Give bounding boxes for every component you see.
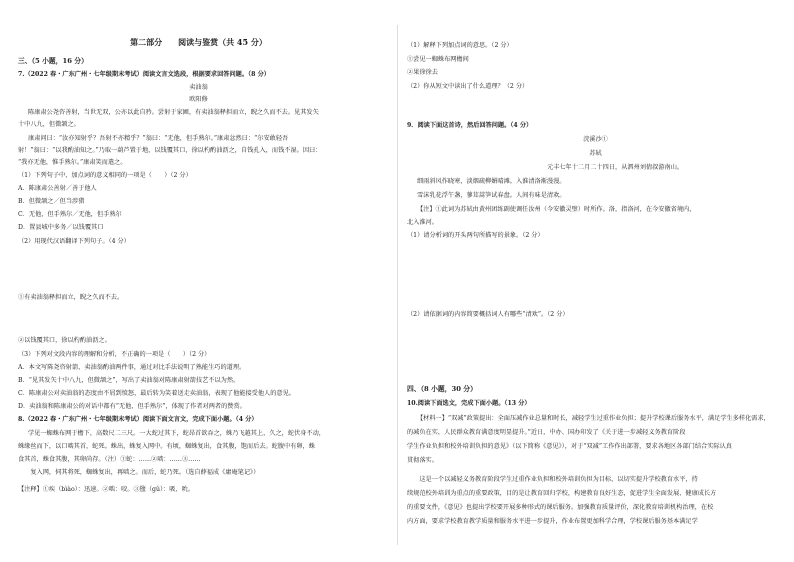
option: C．陈康肃公对卖油翁的态度由不屑到愤怒，最后转为笑着送走卖油翁，表现了他能接受他人的意见。 (18, 390, 295, 397)
column-divider (397, 25, 398, 545)
sub-question: （1）下列句子中，加点词的意义相同的一项是（ ）（2 分） (18, 172, 192, 179)
sub-item: ①尝见一蜘蛛布网檐间 (407, 56, 469, 63)
poem-note: 【注】①此词为苏轼由黄州团练副使调任汝州（今安徽灵璧）时所作。洛，指洛河，在今安徽省境内， (417, 206, 696, 213)
poem-title: 浣溪沙① (583, 136, 608, 143)
passage-line: 陈康肃公尧咨善射，当世无双，公亦以此自矜。尝射于家圃，有卖油翁释担而立，睨之久而不去。见其发矢 (28, 109, 319, 116)
poem-author: 苏轼 (589, 150, 602, 157)
sub-question: （2）用现代汉语翻译下列句子。（4 分） (18, 238, 130, 245)
passage-line: 食其首，蛛食其腹，其卵尚存。（注）①蛇：……②啮：……③…… (18, 456, 201, 463)
translate-item: ②以钱覆其口，徐以杓酌油沥之。 (18, 337, 111, 344)
passage-line: “我亦无他，惟手熟尔。”康肃笑而遣之。 (18, 159, 127, 166)
poem-note: 北入淮河。 (407, 219, 438, 226)
passage-line: 这是一个以减轻义务教育阶段学生过重作业负担和校外培训负担为目标，以切实提升学校教育水平，持 (407, 476, 698, 483)
option: D．卖油翁和陈康肃公的对话中都有“无他，但手熟尔”，体现了作者对两者的赞赏。 (18, 403, 246, 410)
sub-question: （2）你从短文中读出了什么道理？（2 分） (407, 83, 529, 90)
passage-line: 蛛缘丝而下，以口啮其首，蛇死。蛛出，蛛复入网中。有顷，蜘蛛复出，食其腹，饱而后去。蛇腹中有卵，蛛 (18, 443, 315, 450)
sub-question: （1）解释下列加点词的意思。（2 分） (407, 42, 513, 49)
passage-line: 贯彻落实。 (407, 457, 438, 464)
sub-question: （3）下列对文段内容的理解和分析，不正确的一项是（ ）（2 分） (18, 351, 211, 358)
question-9-stem: 9．阅读下面这首诗，然后回答问题。（4 分） (407, 122, 533, 129)
section-heading: 三、（5 小题，16 分） (18, 57, 88, 65)
option: B．但微颔之／但当涉猎 (18, 198, 85, 205)
question-8-stem: 8.（2022 春・广东广州・七年级期末考试）阅读下面文言文，完成下面小题。（4 分） (18, 416, 258, 423)
passage-line: 的重要文件，《意见》也提出学校要开展多种形式的课后服务。加强教育质量评价，深化教育培训机构治理，在校 (407, 504, 714, 511)
question-10-stem: 10.阅读下面选文，完成下面小题。（13 分） (407, 400, 531, 407)
passage-line: 的减负在实，人民群众教育满意度明显提升。”近日，中办、国办印发了《关于进一步减轻义务教育阶段 (407, 429, 686, 436)
passage-line: 【材料一】“双减”政策提出：全面压减作业总量和时长，减轻学生过重作业负担；提升学校课后服务水平，满足学生多样化需求， (417, 415, 770, 422)
sub-question: （2）请依据词的内容简要概括词人有哪些“清欢”。（2 分） (407, 311, 569, 318)
passage-author: 欧阳修 (189, 96, 208, 103)
passage-line: 续规范校外培训为重点的重要政策，目的是让教育回归学校，构建教育良好生态，促进学生全面发展、健康成长方 (407, 490, 717, 497)
poem-preface: 元丰七年十二月二十四日，从泗州刘倩叔游南山。 (547, 164, 684, 171)
passage-line: 十中八九，但微颔之。 (18, 121, 80, 128)
option: C．无他，但手熟尔／无他，但手熟尔 (18, 211, 122, 218)
passage-line: 复入网，伺其将死，蜘蛛复出，再啮之。而后，蛇乃死。（选自薛福成《庸庵笔记》） (18, 469, 260, 476)
sub-question: （1）请分析词的开头两句所描写的景象。（2 分） (407, 232, 544, 239)
poem-line: 细雨斜风作晓寒，淡烟疏柳媚晴滩。入淮清洛渐漫漫。 (417, 178, 566, 185)
section-heading: 四、（8 小题，30 分） (407, 385, 477, 393)
passage-line: 学生作业负担和校外培训负担的意见》（以下简称《意见》），对于“双减”工作作出部署，要求各地区各部门结合实际认真 (407, 443, 732, 450)
part-title: 第二部分 阅读与鉴赏（共 45 分） (130, 37, 267, 47)
passage-line: 内方面，要求学校教育教学质量和服务水平进一步提升，作业布置更加科学合理，学校课后服务基本满足学 (407, 518, 698, 525)
question-7-stem: 7.（2022 春・广东广州・七年级期末考试）阅读文言文选段，根据要求回答问题。（8 分） (18, 71, 270, 78)
option: B．“见其发矢十中八九，但微颔之”，写出了卖油翁对陈康肃射箭技艺不以为然。 (18, 377, 240, 384)
passage-line: 康肃问曰：“汝亦知射乎？吾射不亦精乎？”翁曰：“无他，但手熟尔。”康肃忿然曰：“尔安敢轻吾 (28, 135, 289, 142)
option: A．陈康肃公善射／善于他人 (18, 185, 97, 192)
passage-line: 射！”翁曰：“以我酌油知之。”乃取一葫芦置于地，以钱覆其口，徐以杓酌油沥之，自钱孔入，而钱不湿。因曰： (18, 147, 322, 154)
passage-line: 学见一蜘蛛布网于檐下，高数尺二三尺。一大蛇过其下，蛇昂首欲吞之，蛛乃飞越其上，久之，蛇伏身不动， (28, 430, 325, 437)
translate-item: ①有卖油翁释担而立，睨之久而不去。 (18, 294, 124, 301)
option: D．置县城中多务／以钱覆其口 (18, 224, 104, 231)
passage-title: 卖油翁 (189, 84, 208, 91)
annotation: 【注释】①疾（bìào）：迅速。②啮：咬。③盬（gǔ）：吸、吮。 (18, 486, 194, 493)
sub-item: ②果徐徐去 (407, 69, 438, 76)
poem-line: 雪沫乳花浮午盏，蓼茸蒿笋试春盘。人间有味是清欢。 (417, 192, 566, 199)
option: A．本文写陈尧咨射箭、卖油翁酌油两件事，通过对比手法说明了熟能生巧的道理。 (18, 364, 246, 371)
